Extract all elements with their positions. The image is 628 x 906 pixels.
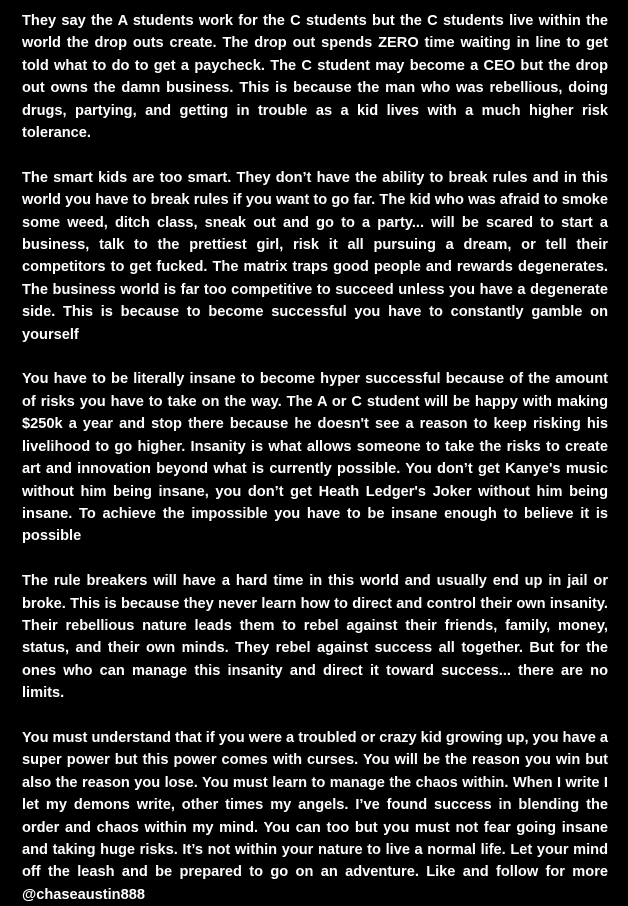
paragraph-3: You have to be literally insane to become hyper successful because of the amount of risks you have to take on the way. The A or C student will be happy with making $250k a year and stop there because he doesn't see a reason to keep risking his livelihood to go higher. Insanity is what allows someone to take the risks to create art and innovation beyond what is currently possible. You don’t get Kanye's music without him being insane, you don’t get Heath Ledger's Joker without him being insane. To achieve the impossible you have to be insane enough to believe it is possible bbox=[22, 371, 608, 545]
paragraph-2: The smart kids are too smart. They don’t have the ability to break rules and in this world you have to break rules if you want to go far. The kid who was afraid to smoke some weed, ditch class, sneak out and go to a party... will be scared to start a business, talk to the prettiest girl, risk it all pursuing a dream, or tell their competitors to get fucked. The matrix traps good people and rewards degenerates. The business world is far too competitive to succeed unless you have a degenerate side. This is because to become successful you have to constantly gamble on yourself bbox=[22, 169, 608, 343]
paragraph-4: The rule breakers will have a hard time in this world and usually end up in jail or broke. This is because they never learn how to direct and control their own insanity. Their rebellious nature leads them to rebel against their friends, family, money, status, and their own minds. They rebel against success all together. But for the ones who can manage this insanity and direct it toward success... there are no limits. bbox=[22, 573, 608, 702]
paragraph-1: They say the A students work for the C students but the C students live within the world the drop outs create. The drop out spends ZERO time waiting in line to get told what to do to get a paycheck. The C student may become a CEO but the drop out owns the damn business. This is because the man who was rebellious, doing drugs, partying, and getting in trouble as a kid lives with a much higher risk tolerance. bbox=[22, 13, 608, 142]
paragraph-5: You must understand that if you were a troubled or crazy kid growing up, you have a super power but this power comes with curses. You will be the reason you win but also the reason you lose. You must learn to manage the chaos within. When I write I let my demons write, other times my angels. I’ve found success in blending the order and chaos within my mind. You can too but you must not fear going insane and taking huge risks. It’s not within your nature to live a normal life. Let your mind off the leash and be prepared to go on an adventure. Like and follow for more @chaseaustin888 bbox=[22, 729, 608, 903]
